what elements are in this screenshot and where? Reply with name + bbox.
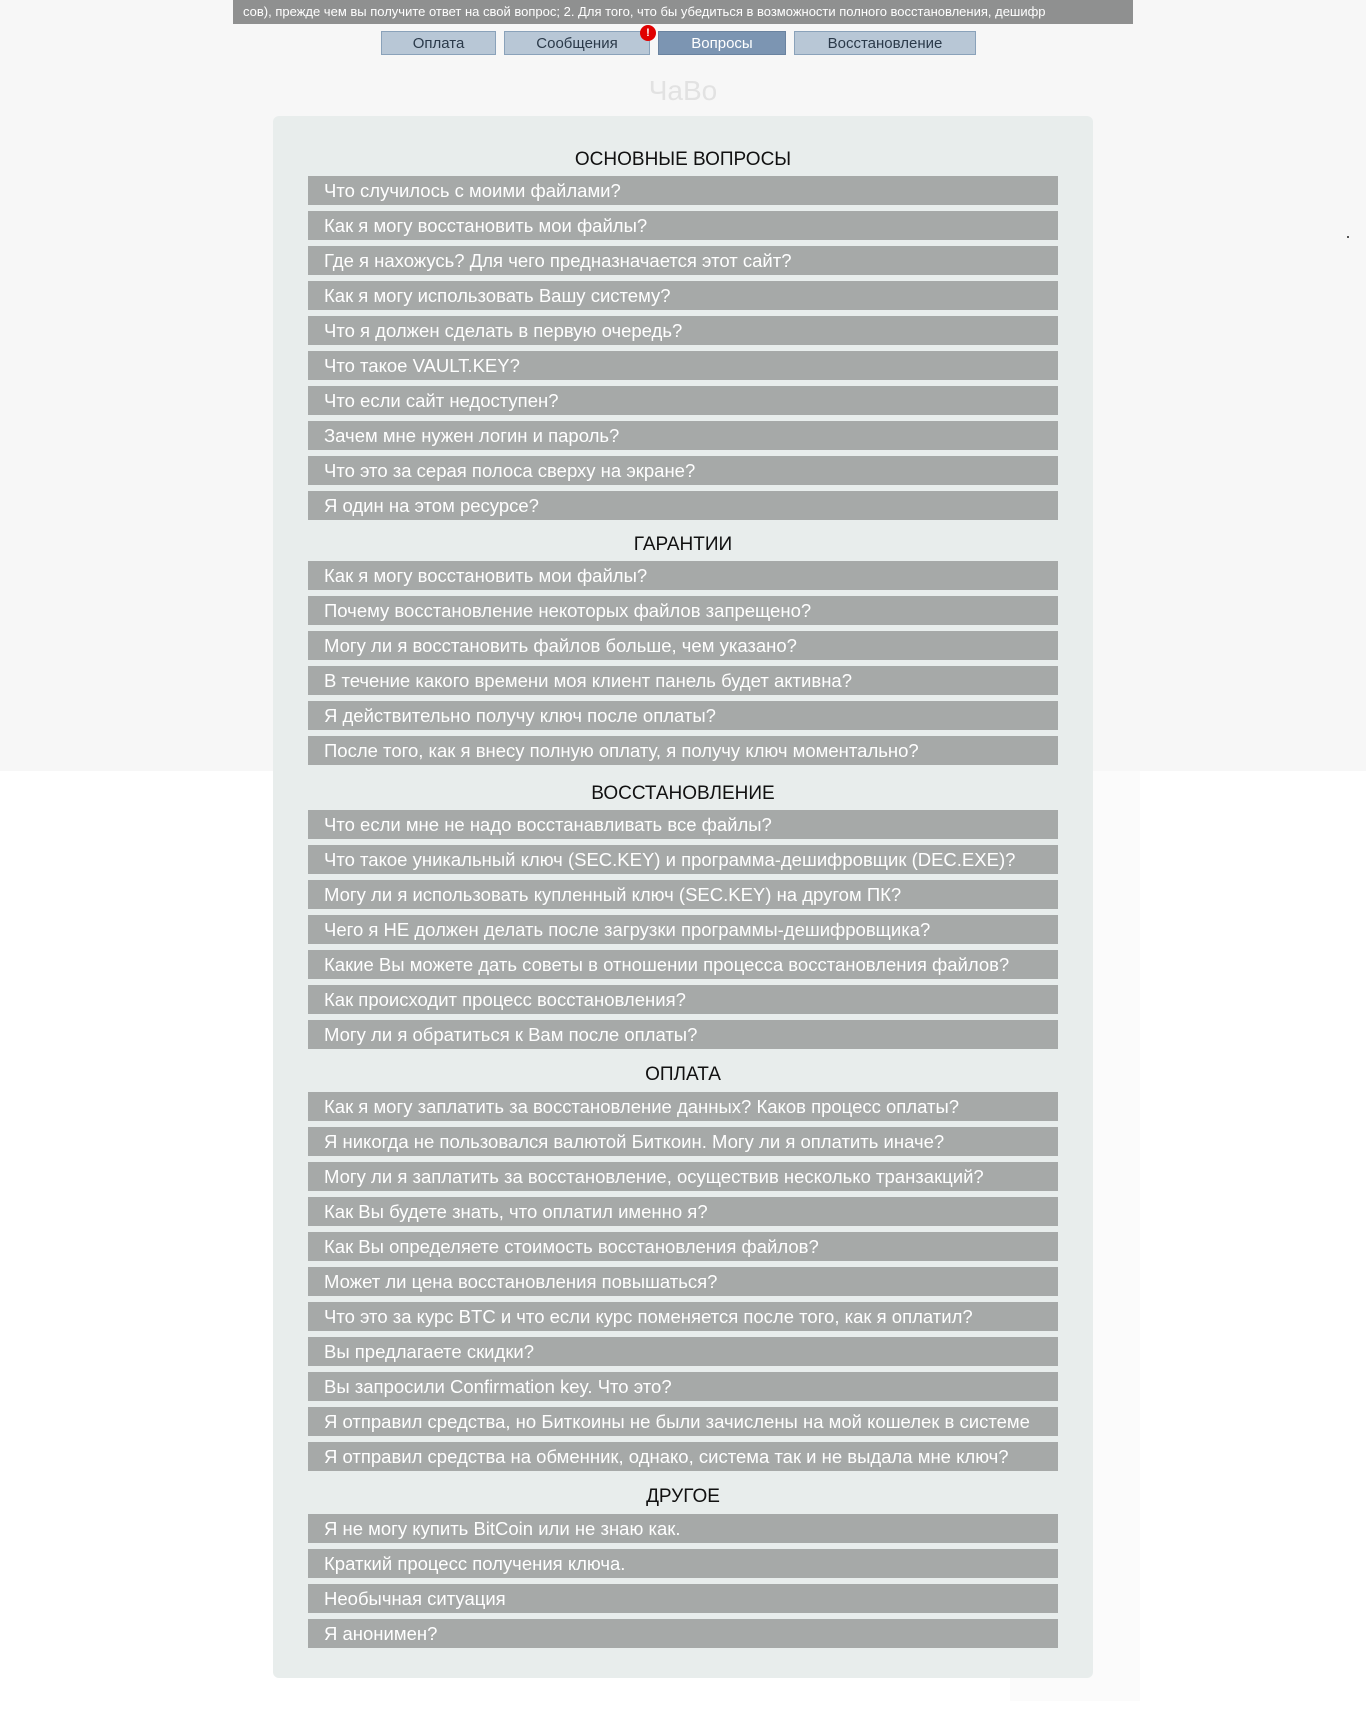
faq-item[interactable]: Где я нахожусь? Для чего предназначается этот сайт?: [308, 246, 1058, 275]
faq-item[interactable]: Вы предлагаете скидки?: [308, 1337, 1058, 1366]
faq-item[interactable]: Что такое VAULT.KEY?: [308, 351, 1058, 380]
main-nav: [0, 27, 1366, 57]
faq-item[interactable]: Краткий процесс получения ключа.: [308, 1549, 1058, 1578]
faq-item[interactable]: Как я могу заплатить за восстановление данных? Каков процесс оплаты?: [308, 1092, 1058, 1121]
faq-item[interactable]: Что такое уникальный ключ (SEC.KEY) и программа-дешифровщик (DEC.EXE)?: [308, 845, 1058, 874]
faq-item[interactable]: Я отправил средства на обменник, однако, система так и не выдала мне ключ?: [308, 1442, 1058, 1471]
page-title: ЧаВо: [648, 75, 718, 106]
section-title-guarantees: ГАРАНТИИ: [633, 534, 733, 555]
faq-item[interactable]: Я не могу купить BitCoin или не знаю как.: [308, 1514, 1058, 1543]
tab-messages[interactable]: Сообщения: [504, 31, 650, 55]
faq-item[interactable]: Могу ли я обратиться к Вам после оплаты?: [308, 1020, 1058, 1049]
faq-item[interactable]: Что это за курс BTC и что если курс поменяется после того, как я оплатил?: [308, 1302, 1058, 1331]
faq-item[interactable]: Я отправил средства, но Биткоины не были зачислены на мой кошелек в системе: [308, 1407, 1058, 1436]
info-ticker-bar: сов), прежде чем вы получите ответ на свой вопрос; 2. Для того, что бы убедиться в возможности полного восстановления, дешифр: [233, 0, 1133, 24]
section-title-recovery: ВОССТАНОВЛЕНИЕ: [591, 783, 775, 804]
faq-item[interactable]: Вы запросили Confirmation key. Что это?: [308, 1372, 1058, 1401]
faq-item[interactable]: Я один на этом ресурсе?: [308, 491, 1058, 520]
faq-item[interactable]: Что если сайт недоступен?: [308, 386, 1058, 415]
messages-notification-badge: !: [640, 25, 656, 41]
section-title-other: ДРУГОЕ: [646, 1486, 720, 1507]
tab-questions[interactable]: Вопросы: [658, 31, 786, 55]
faq-item[interactable]: Необычная ситуация: [308, 1584, 1058, 1613]
faq-item[interactable]: Что случилось с моими файлами?: [308, 176, 1058, 205]
faq-item[interactable]: Какие Вы можете дать советы в отношении процесса восстановления файлов?: [308, 950, 1058, 979]
faq-item[interactable]: В течение какого времени моя клиент панель будет активна?: [308, 666, 1058, 695]
faq-item[interactable]: Чего я НЕ должен делать после загрузки программы-дешифровщика?: [308, 915, 1058, 944]
faq-item[interactable]: Как происходит процесс восстановления?: [308, 985, 1058, 1014]
tab-recovery[interactable]: Восстановление: [794, 31, 976, 55]
faq-item[interactable]: Как Вы определяете стоимость восстановления файлов?: [308, 1232, 1058, 1261]
faq-item[interactable]: Что я должен сделать в первую очередь?: [308, 316, 1058, 345]
faq-item[interactable]: Как я могу использовать Вашу систему?: [308, 281, 1058, 310]
faq-item[interactable]: После того, как я внесу полную оплату, я получу ключ моментально?: [308, 736, 1058, 765]
faq-item[interactable]: Могу ли я использовать купленный ключ (SEC.KEY) на другом ПК?: [308, 880, 1058, 909]
faq-item[interactable]: Могу ли я восстановить файлов больше, чем указано?: [308, 631, 1058, 660]
faq-item[interactable]: Может ли цена восстановления повышаться?: [308, 1267, 1058, 1296]
faq-item[interactable]: Я действительно получу ключ после оплаты?: [308, 701, 1058, 730]
faq-item[interactable]: Как я могу восстановить мои файлы?: [308, 211, 1058, 240]
faq-panel: [273, 116, 1093, 1678]
section-title-payment: ОПЛАТА: [645, 1064, 721, 1085]
tab-payment[interactable]: Оплата: [381, 31, 496, 55]
faq-item[interactable]: Что это за серая полоса сверху на экране?: [308, 456, 1058, 485]
faq-item[interactable]: Зачем мне нужен логин и пароль?: [308, 421, 1058, 450]
faq-item[interactable]: Что если мне не надо восстанавливать все файлы?: [308, 810, 1058, 839]
faq-item[interactable]: Могу ли я заплатить за восстановление, осуществив несколько транзакций?: [308, 1162, 1058, 1191]
stray-dot: [1347, 236, 1349, 238]
faq-item[interactable]: Я анонимен?: [308, 1619, 1058, 1648]
faq-item[interactable]: Как Вы будете знать, что оплатил именно я?: [308, 1197, 1058, 1226]
faq-item[interactable]: Почему восстановление некоторых файлов запрещено?: [308, 596, 1058, 625]
faq-item[interactable]: Я никогда не пользовался валютой Биткоин. Могу ли я оплатить иначе?: [308, 1127, 1058, 1156]
faq-item[interactable]: Как я могу восстановить мои файлы?: [308, 561, 1058, 590]
section-title-basic: ОСНОВНЫЕ ВОПРОСЫ: [574, 149, 792, 170]
